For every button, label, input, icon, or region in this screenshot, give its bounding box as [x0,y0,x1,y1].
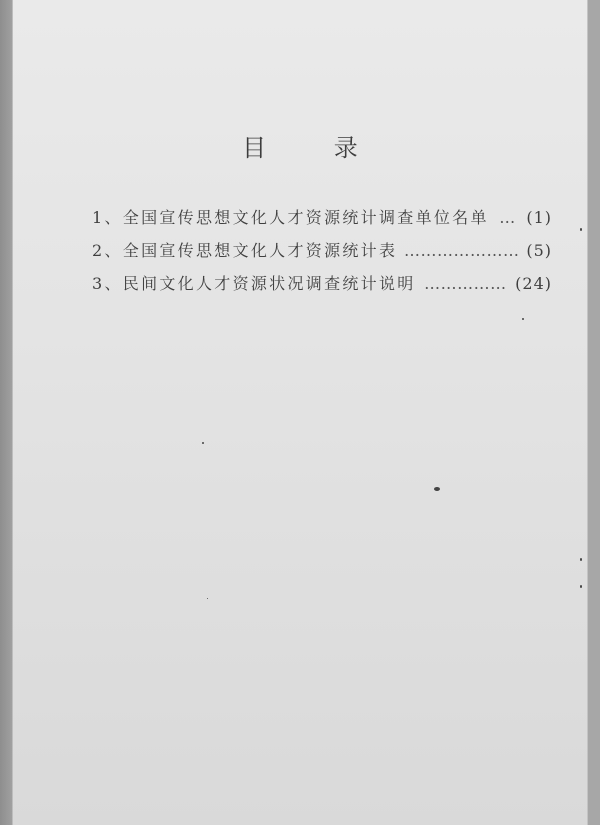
scan-speck [580,558,582,561]
scan-speck [522,318,524,320]
scan-speck [580,585,582,588]
scan-speck [207,598,208,599]
toc-page-number: (24) [515,274,552,293]
paper-sheet [12,0,588,825]
toc-entry-label: 3、民间文化人才资源状况调查统计说明 [92,274,416,293]
toc-entry-3[interactable] [92,271,552,304]
scan-speck [580,228,582,231]
page-title: 目 录 [242,134,388,162]
toc-entry-1[interactable] [92,205,552,238]
toc-page-number: (1) [526,208,552,227]
table-of-contents [92,205,552,304]
toc-page-number: (5) [526,241,552,260]
toc-entry-label: 1、全国宣传思想文化人才资源统计调查单位名单 [92,208,489,227]
toc-leader-dots: ………………… [404,241,520,260]
toc-leader-dots: … [499,208,516,227]
toc-leader-dots: …………… [424,274,507,293]
binding-edge [0,0,12,825]
toc-entry-label: 2、全国宣传思想文化人才资源统计表 [92,241,398,260]
scan-speck [202,442,204,444]
scan-speck [434,487,440,491]
toc-entry-2[interactable] [92,238,552,271]
